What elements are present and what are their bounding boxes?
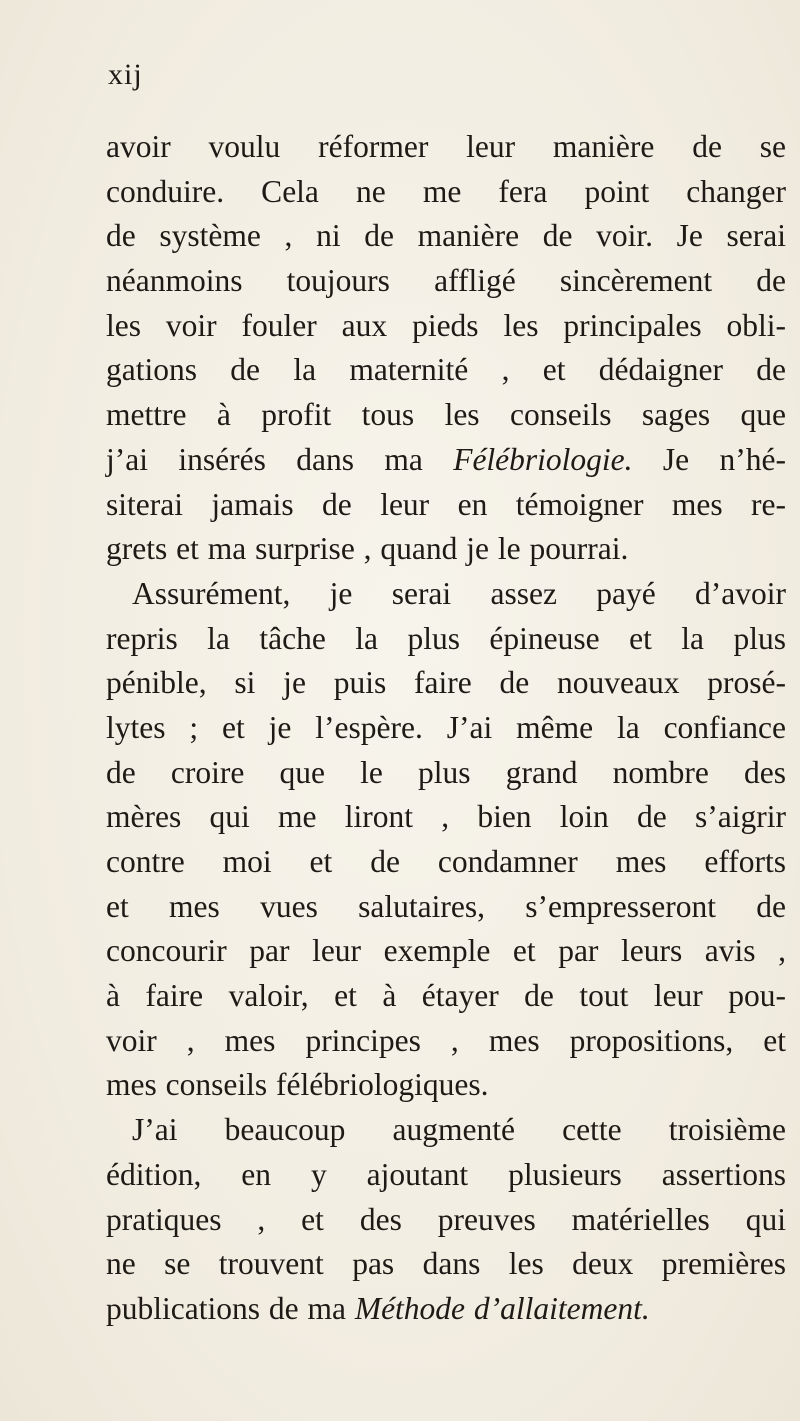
- body-text: [106, 125, 786, 1332]
- text-line: [106, 393, 786, 438]
- text-segment: mettre à profit tous les conseils sages que: [106, 397, 786, 433]
- text-line: [106, 885, 786, 930]
- text-line: [106, 617, 786, 662]
- text-line: [106, 1063, 786, 1108]
- text-line: [106, 795, 786, 840]
- text-line: [106, 929, 786, 974]
- page-number: xij: [108, 58, 143, 91]
- text-segment: lytes ; et je l’espère. J’ai même la confiance: [106, 709, 786, 745]
- text-segment: mes conseils félébriologiques.: [106, 1067, 489, 1103]
- text-segment: à faire valoir, et à étayer de tout leur pou-: [106, 978, 786, 1014]
- text-segment: contre moi et de condamner mes efforts: [106, 844, 786, 879]
- text-line: [106, 974, 786, 1019]
- text-segment: ne se trouvent pas dans les deux premières: [106, 1246, 786, 1282]
- text-line: [106, 1198, 786, 1243]
- text-segment: J’ai beaucoup augmenté cette troisième: [132, 1112, 786, 1148]
- text-segment: siterai jamais de leur en témoigner mes re-: [106, 486, 786, 522]
- text-line: [106, 706, 786, 751]
- text-line: [106, 1287, 786, 1332]
- text-segment: pratiques , et des preuves matérielles qui: [106, 1201, 786, 1237]
- text-segment: mères qui me liront , bien loin de s’aigrir: [106, 799, 786, 835]
- text-segment: concourir par leur exemple et par leurs avis ,: [106, 933, 786, 969]
- text-line: [106, 438, 786, 483]
- text-segment: Assurément, je serai assez payé d’avoir: [132, 575, 786, 611]
- text-segment: publications de ma: [106, 1290, 355, 1326]
- text-line: [106, 1019, 786, 1064]
- text-line: [106, 527, 786, 572]
- text-segment: et mes vues salutaires, s’empresseront de: [106, 888, 786, 924]
- italic-title: Félébriologie.: [453, 441, 633, 477]
- text-segment: repris la tâche la plus épineuse et la plus: [106, 620, 786, 656]
- text-line: [106, 1242, 786, 1287]
- text-line: [106, 259, 786, 304]
- text-segment: de croire que le plus grand nombre des: [106, 754, 786, 790]
- text-line: [106, 348, 786, 393]
- text-line: [106, 214, 786, 259]
- text-line: [106, 1108, 786, 1153]
- text-segment: j’ai insérés dans ma: [106, 441, 454, 477]
- text-segment: Je n’hé-: [632, 441, 786, 477]
- text-line: [106, 304, 786, 349]
- text-segment: les voir fouler aux pieds les principales obli-: [106, 307, 786, 343]
- italic-title: Méthode d’allaitement.: [354, 1290, 650, 1326]
- text-line: [106, 751, 786, 796]
- text-segment: gations de la maternité , et dédaigner de: [106, 352, 786, 388]
- text-line: [106, 1153, 786, 1198]
- text-line: [106, 840, 786, 885]
- text-line: [106, 483, 786, 528]
- text-segment: conduire. Cela ne me fera point changer: [106, 173, 786, 209]
- text-segment: néanmoins toujours affligé sincèrement de: [106, 263, 786, 299]
- text-line: [106, 125, 786, 170]
- text-segment: grets et ma surprise , quand je le pourrai.: [106, 531, 629, 567]
- text-segment: voir , mes principes , mes propositions, et: [106, 1022, 786, 1058]
- text-segment: avoir voulu réformer leur manière de se: [106, 129, 786, 164]
- text-segment: pénible, si je puis faire de nouveaux prosé-: [106, 665, 786, 701]
- text-line: [106, 572, 786, 617]
- text-line: [106, 661, 786, 706]
- text-segment: de système , ni de manière de voir. Je serai: [106, 218, 786, 254]
- text-segment: édition, en y ajoutant plusieurs assertions: [106, 1156, 786, 1192]
- text-line: [106, 170, 786, 215]
